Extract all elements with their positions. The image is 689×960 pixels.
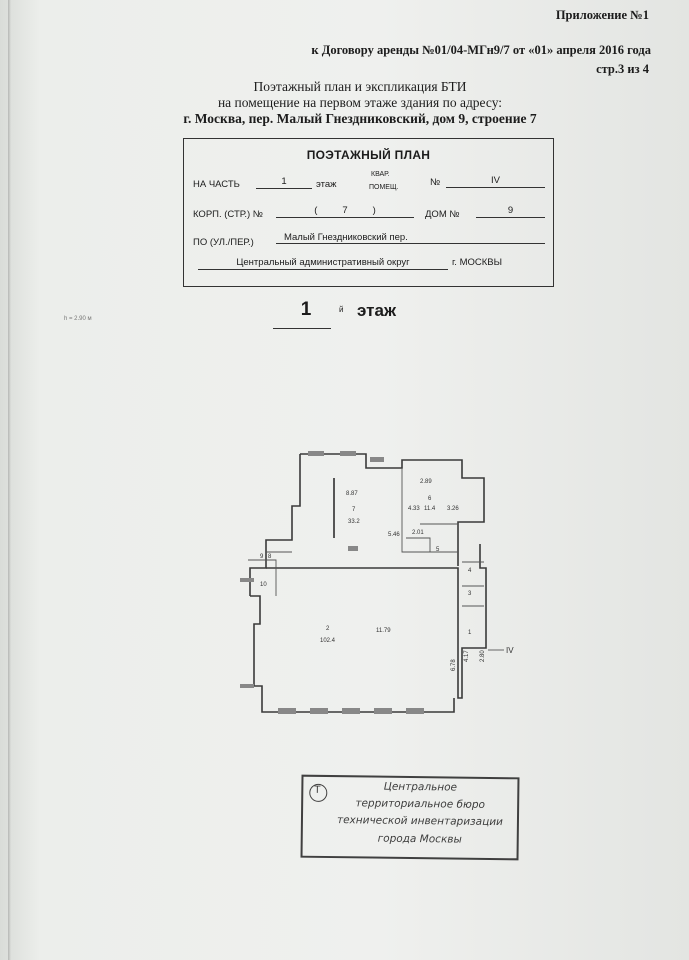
room-8-number: 8	[268, 554, 272, 560]
room-4-number: 4	[468, 568, 472, 574]
floor-label: этаж	[316, 179, 337, 190]
premises-marker: IV	[506, 646, 514, 655]
dim-6-78: 6.78	[451, 659, 457, 671]
dim-3-26: 3.26	[447, 506, 459, 512]
house-label: ДОМ №	[425, 209, 460, 220]
page-edge-shadow	[8, 0, 11, 960]
stamp-line-3: технической инвентаризации	[336, 814, 503, 829]
stamp-line-2: территориальное бюро	[355, 797, 486, 811]
dim-8-87: 8.87	[346, 491, 358, 497]
room-1-number: 1	[468, 630, 472, 636]
dim-5-46: 5.46	[388, 532, 400, 538]
page-number: стр.3 из 4	[596, 62, 649, 76]
street-label: ПО (УЛ./ПЕР.)	[193, 237, 254, 248]
bti-stamp	[301, 775, 520, 861]
stamp-line-1: Центральное	[383, 780, 458, 794]
floor-plan-title-block	[183, 138, 554, 287]
room-3-number: 3	[468, 591, 472, 597]
building-number: 7	[342, 205, 348, 216]
window-marks	[240, 451, 424, 714]
address-line: г. Москва, пер. Малый Гнездниковский, дом 9, строение 7	[183, 111, 537, 126]
room-7-number: 7	[352, 507, 356, 513]
room-2-number: 2	[326, 626, 330, 632]
number-label: №	[430, 177, 441, 188]
room-9-number: 9	[260, 554, 264, 560]
open-paren: (	[314, 205, 318, 216]
floor-word: этаж	[357, 301, 396, 320]
premises-number: IV	[446, 175, 545, 188]
stamp-line-4: города Москвы	[377, 832, 462, 846]
dim-4-17: 4.17	[464, 650, 470, 662]
floor-suffix: й	[339, 305, 344, 314]
district-value: Центральный административный округ	[198, 257, 448, 270]
dim-11-79: 11.79	[376, 628, 391, 634]
house-number: 9	[476, 205, 545, 218]
part-label: НА ЧАСТЬ	[193, 179, 240, 190]
building-label: КОРП. (СТР.) №	[193, 209, 263, 220]
dim-2-01: 2.01	[412, 530, 424, 536]
street-value: Малый Гнездниковский пер.	[276, 232, 545, 244]
part-value: 1	[256, 176, 312, 189]
building-number-field	[276, 205, 414, 218]
city-value: г. МОСКВЫ	[452, 257, 503, 268]
dim-2-80: 2.80	[480, 650, 486, 662]
document-subtitle: на помещение на первом этаже здания по адресу:	[217, 95, 503, 110]
room-10-number: 10	[260, 582, 267, 588]
floor-plan-drawing	[230, 448, 530, 748]
document-title: Поэтажный план и экспликация БТИ	[253, 79, 467, 94]
room-2-area: 102.4	[320, 638, 336, 644]
outer-walls	[250, 454, 486, 712]
contract-reference: к Договору аренды №01/04-МГн9/7 от «01» апреля 2016 года	[311, 43, 651, 57]
stamp-emblem-letter: Т	[314, 784, 321, 796]
dim-4-33: 4.33	[408, 506, 420, 512]
close-paren: )	[372, 205, 376, 216]
room-5-number: 5	[436, 547, 440, 553]
room-6-area: 11.4	[424, 506, 436, 512]
floor-number: 1	[300, 299, 312, 320]
floor-number-underline	[273, 328, 331, 329]
inner-walls	[248, 468, 484, 606]
kvar-label: КВАР.	[371, 171, 390, 178]
plan-heading: ПОЭТАЖНЫЙ ПЛАН	[306, 148, 431, 162]
room-6-number: 6	[428, 496, 432, 502]
appendix-label: Приложение №1	[555, 8, 649, 22]
pomesh-label: ПОМЕЩ.	[369, 184, 399, 191]
dim-2-89: 2.89	[420, 479, 432, 485]
ceiling-height-note: h = 2.90 м	[64, 316, 92, 322]
room-7-area: 33.2	[348, 519, 360, 525]
